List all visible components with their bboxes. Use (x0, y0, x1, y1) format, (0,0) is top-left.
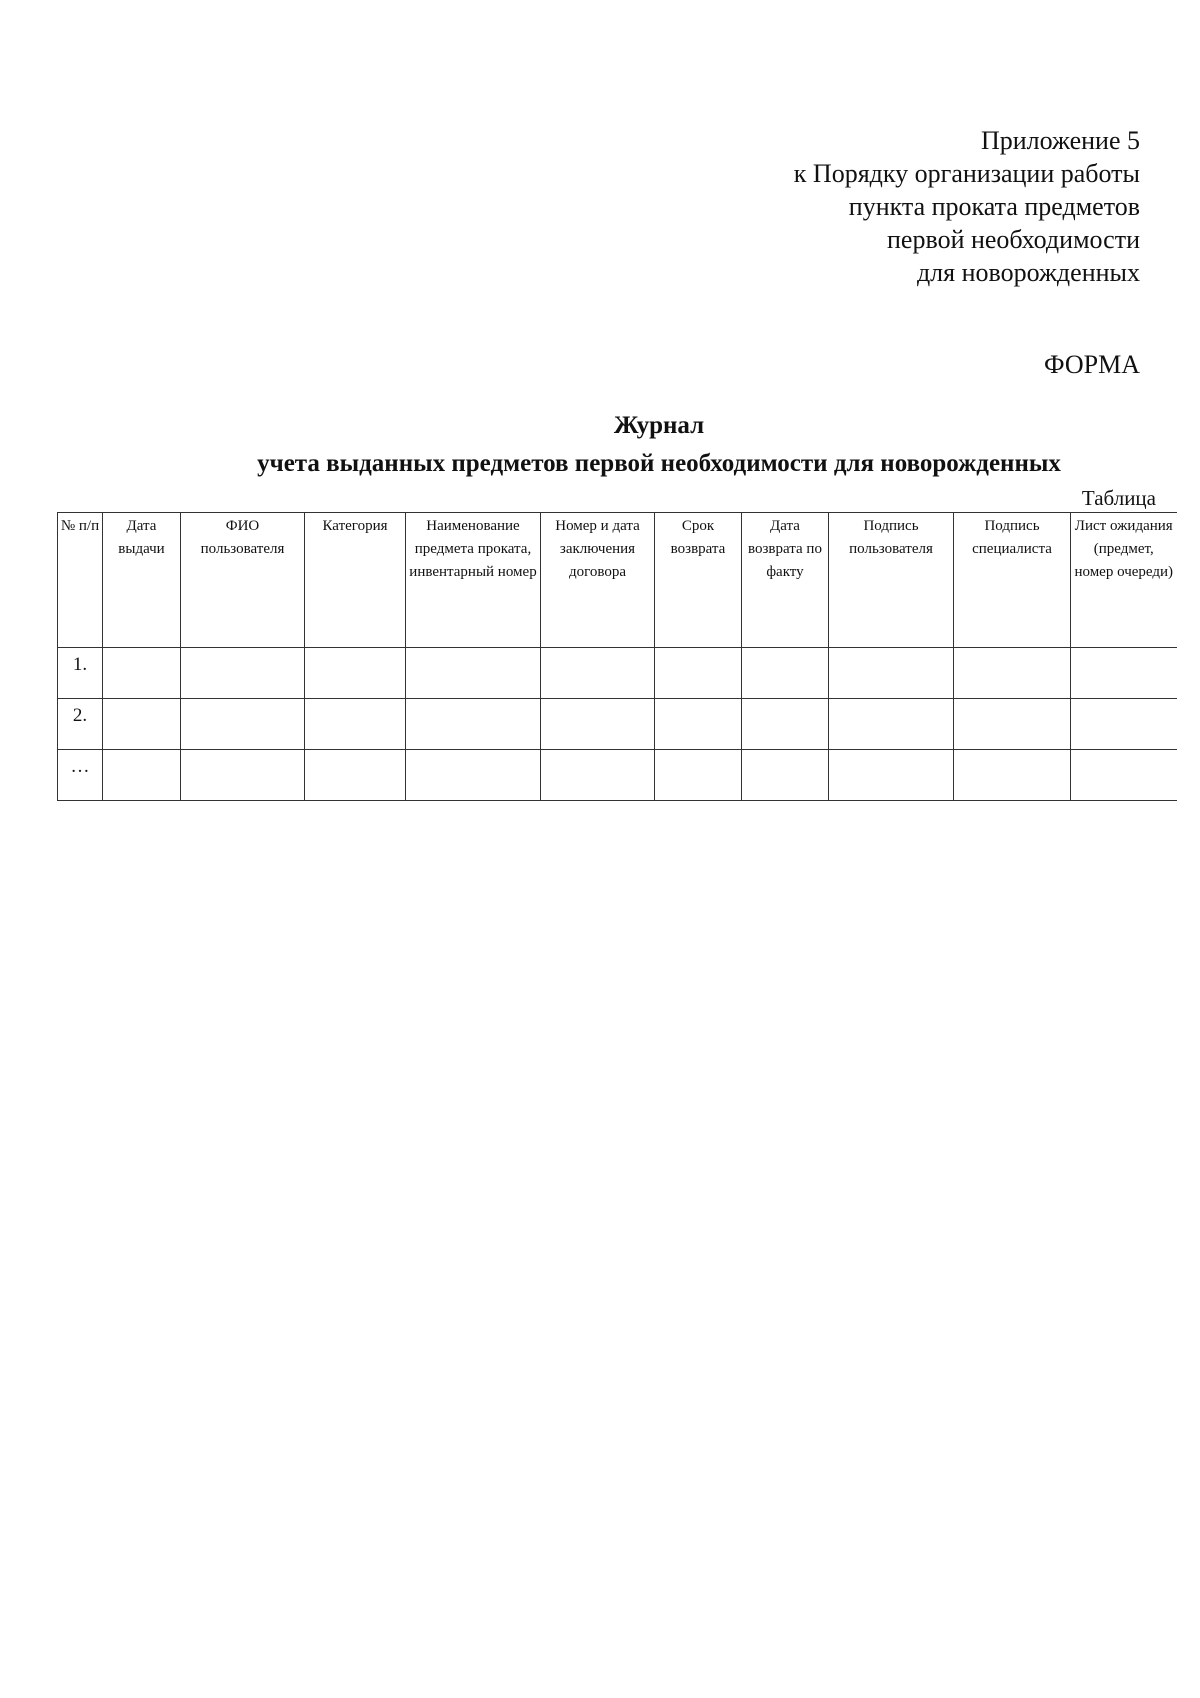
table-cell (954, 699, 1071, 750)
table-cell (954, 648, 1071, 699)
row-number: … (58, 750, 103, 801)
appendix-line: Приложение 5 (980, 126, 1140, 155)
table-row (58, 648, 1177, 699)
appendix-line: для новорожденных (916, 258, 1140, 287)
document-subtitle: учета выданных предметов первой необходимости для новорожденных (257, 450, 1061, 477)
table-cell (655, 750, 742, 801)
table-row (58, 750, 1177, 801)
table-cell (305, 648, 406, 699)
header-user-signature: Подпись пользователя (829, 513, 954, 648)
table-cell (1071, 648, 1177, 699)
table-cell (406, 699, 541, 750)
appendix-line: первой необходимости (887, 225, 1140, 254)
table-cell (406, 648, 541, 699)
table-cell (829, 648, 954, 699)
table-caption: Таблица (1081, 486, 1156, 510)
table-cell (742, 699, 829, 750)
table-cell (305, 699, 406, 750)
table-cell (742, 750, 829, 801)
header-actual-return-date: Дата возврата по факту (742, 513, 829, 648)
appendix-line: пункта проката предметов (848, 192, 1140, 221)
table-cell (1071, 699, 1177, 750)
table-cell (829, 699, 954, 750)
table-header-row (58, 513, 1177, 648)
table-cell (541, 648, 655, 699)
table-cell (406, 750, 541, 801)
table-cell (181, 699, 305, 750)
table-cell (103, 750, 181, 801)
table-cell (305, 750, 406, 801)
appendix-line: к Порядку организации работы (793, 159, 1140, 188)
table-cell (655, 699, 742, 750)
header-issue-date: Дата выдачи (103, 513, 181, 648)
appendix-reference (794, 124, 1140, 289)
form-label: ФОРМА (1044, 350, 1140, 379)
table-row (58, 699, 1177, 750)
table-cell (954, 750, 1071, 801)
table-cell (541, 750, 655, 801)
header-category: Категория (305, 513, 406, 648)
header-number: № п/п (58, 513, 103, 648)
table-cell (829, 750, 954, 801)
table-cell (655, 648, 742, 699)
table-cell (103, 699, 181, 750)
table-cell (181, 750, 305, 801)
table-cell (103, 648, 181, 699)
table-cell (541, 699, 655, 750)
table-cell (1071, 750, 1177, 801)
table-cell (181, 648, 305, 699)
row-number: 2. (58, 699, 103, 750)
header-return-term: Срок возврата (655, 513, 742, 648)
row-number: 1. (58, 648, 103, 699)
header-item-name: Наименование предмета проката, инвентарный номер (406, 513, 541, 648)
header-specialist-signature: Подпись специалиста (954, 513, 1071, 648)
journal-table (57, 512, 1177, 801)
document-title: Журнал (613, 412, 705, 439)
header-user-name: ФИО пользователя (181, 513, 305, 648)
header-contract: Номер и дата заключения договора (541, 513, 655, 648)
table-cell (742, 648, 829, 699)
header-waiting-list: Лист ожидания (предмет, номер очереди) (1071, 513, 1177, 648)
